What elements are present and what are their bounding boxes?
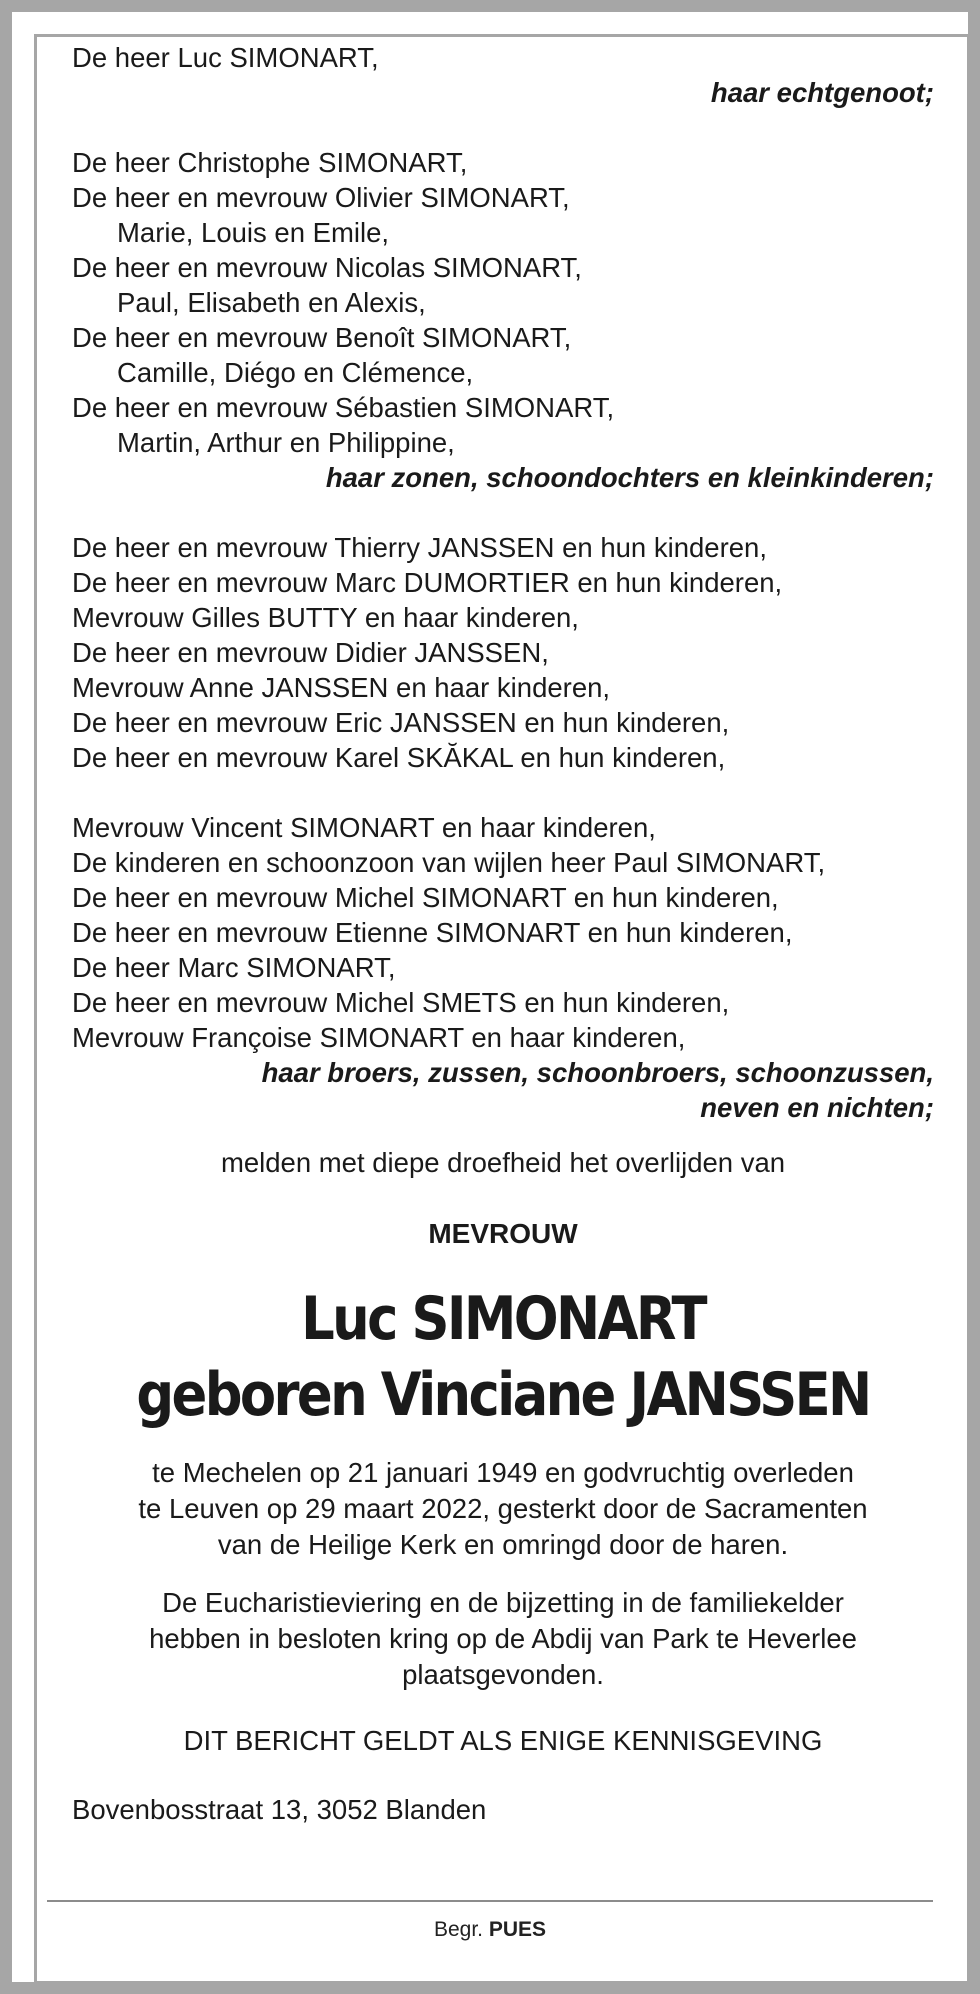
list-item: De heer en mevrouw Michel SIMONART en hun kinderen, xyxy=(72,882,779,913)
list-item: De heer en mevrouw Benoît SIMONART, xyxy=(72,322,572,353)
husband-name: De heer Luc SIMONART, xyxy=(72,42,379,73)
deceased-name-block xyxy=(72,1281,934,1433)
list-item: De heer en mevrouw Nicolas SIMONART, xyxy=(72,252,582,283)
siblings-relation-line2: neven en nichten; xyxy=(700,1092,934,1123)
death-details-line: te Leuven op 29 maart 2022, gesterkt door de Sacramenten xyxy=(138,1493,868,1524)
list-item: De heer en mevrouw Michel SMETS en hun kinderen, xyxy=(72,987,730,1018)
list-item: De heer Marc SIMONART, xyxy=(72,952,396,983)
deceased-title: MEVROUW xyxy=(428,1218,578,1249)
deceased-name: Luc SIMONART xyxy=(301,1284,705,1354)
death-details xyxy=(72,1455,934,1563)
list-item: Mevrouw Gilles BUTTY en haar kinderen, xyxy=(72,602,579,633)
list-item: Camille, Diégo en Clémence, xyxy=(117,357,474,388)
janssen-family-list xyxy=(72,530,934,775)
ceremony-line: De Eucharistieviering en de bijzetting in de familiekelder xyxy=(162,1587,844,1618)
ceremony-line: plaatsgevonden. xyxy=(402,1659,604,1690)
ceremony-line: hebben in besloten kring op de Abdij van Park te Heverlee xyxy=(149,1623,857,1654)
ceremony-details xyxy=(72,1585,934,1693)
list-item: Martin, Arthur en Philippine, xyxy=(117,427,455,458)
list-item: Mevrouw Anne JANSSEN en haar kinderen, xyxy=(72,672,611,703)
undertaker-name: PUES xyxy=(488,1918,547,1941)
list-item: De heer Christophe SIMONART, xyxy=(72,147,468,178)
undertaker-prefix: Begr. xyxy=(433,1918,483,1941)
list-item: Marie, Louis en Emile, xyxy=(117,217,390,248)
list-item: De heer en mevrouw Didier JANSSEN, xyxy=(72,637,549,668)
list-item: De heer en mevrouw Karel SKĂKAL en hun kinderen, xyxy=(72,742,726,773)
list-item: Paul, Elisabeth en Alexis, xyxy=(117,287,426,318)
siblings-relation-line1: haar broers, zussen, schoonbroers, schoonzussen, xyxy=(261,1057,934,1088)
children-list xyxy=(72,145,934,460)
death-details-line: van de Heilige Kerk en omringd door de haren. xyxy=(217,1529,789,1560)
list-item: De heer en mevrouw Etienne SIMONART en hun kinderen, xyxy=(72,917,793,948)
list-item: De heer en mevrouw Olivier SIMONART, xyxy=(72,182,570,213)
list-item: De heer en mevrouw Marc DUMORTIER en hun kinderen, xyxy=(72,567,783,598)
list-item: De heer en mevrouw Thierry JANSSEN en hun kinderen, xyxy=(72,532,767,563)
official-notice: DIT BERICHT GELDT ALS ENIGE KENNISGEVING xyxy=(183,1725,823,1756)
simonart-family-list xyxy=(72,810,934,1055)
list-item: De kinderen en schoonzoon van wijlen heer Paul SIMONART, xyxy=(72,847,826,878)
footer-divider xyxy=(47,1900,933,1902)
death-details-line: te Mechelen op 21 januari 1949 en godvruchtig overleden xyxy=(152,1457,854,1488)
announcement-text: melden met diepe droefheid het overlijden van xyxy=(220,1147,786,1178)
husband-relation: haar echtgenoot; xyxy=(710,77,934,108)
deceased-birth-name: geboren Vinciane JANSSEN xyxy=(136,1360,870,1430)
announcement-content xyxy=(72,40,934,1827)
list-item: Mevrouw Vincent SIMONART en haar kinderen, xyxy=(72,812,656,843)
undertaker-credit xyxy=(12,1918,968,1942)
family-address: Bovenbosstraat 13, 3052 Blanden xyxy=(72,1794,487,1825)
children-relation: haar zonen, schoondochters en kleinkinderen; xyxy=(325,462,934,493)
list-item: De heer en mevrouw Sébastien SIMONART, xyxy=(72,392,615,423)
list-item: De heer en mevrouw Eric JANSSEN en hun kinderen, xyxy=(72,707,730,738)
list-item: Mevrouw Françoise SIMONART en haar kinderen, xyxy=(72,1022,686,1053)
